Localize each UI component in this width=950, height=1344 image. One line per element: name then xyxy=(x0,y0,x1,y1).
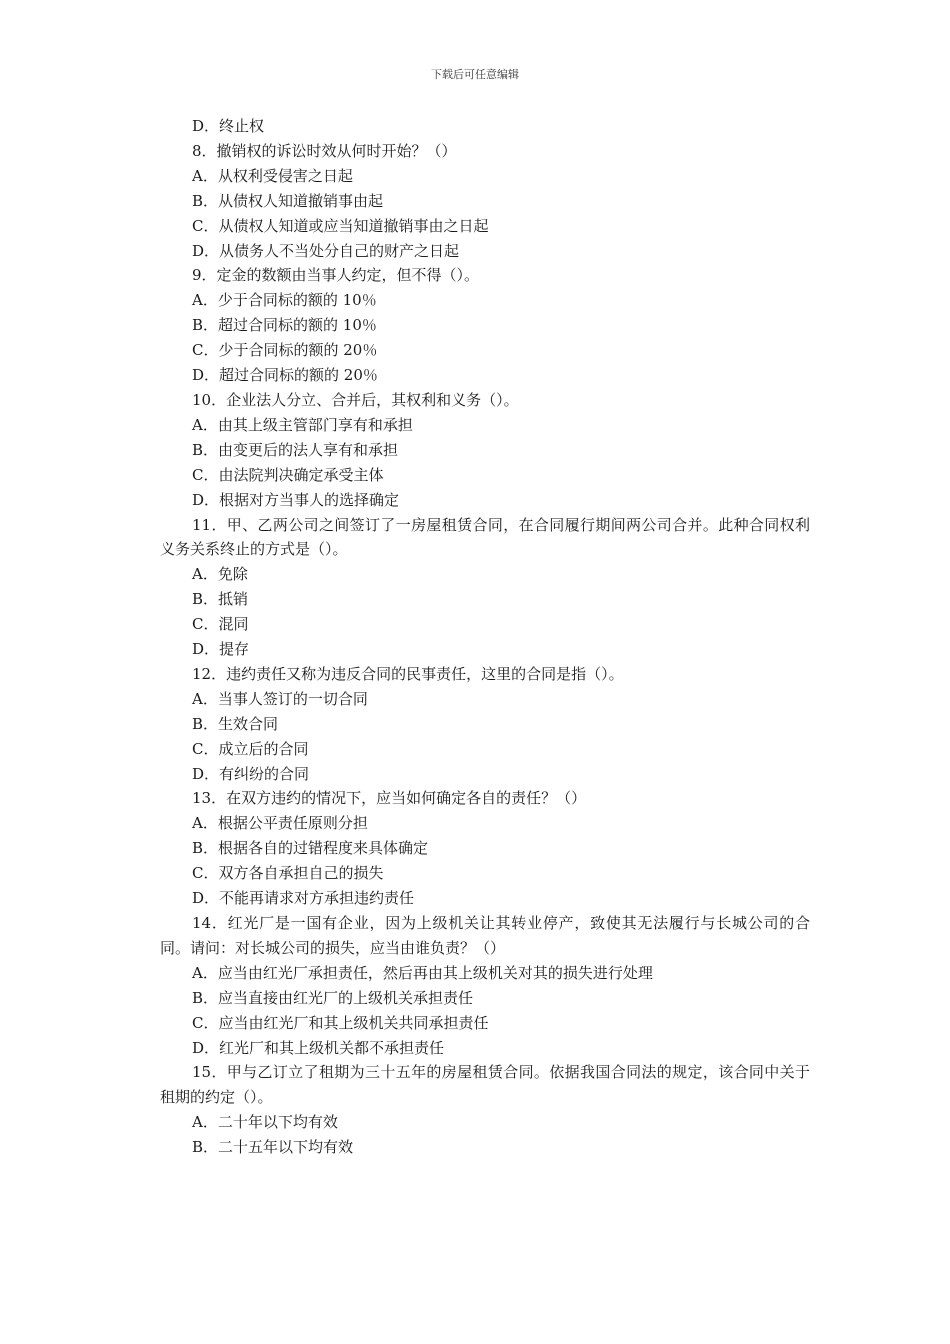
question-paragraph: 14．红光厂是一国有企业，因为上级机关让其转业停产，致使其无法履行与长城公司的合同。请问：对长城公司的损失，应当由谁负责？（） xyxy=(160,914,810,957)
text-line: D．红光厂和其上级机关都不承担责任 xyxy=(192,1038,445,1057)
text-line: C．双方各自承担自己的损失 xyxy=(192,864,384,883)
text-line: 8．撤销权的诉讼时效从何时开始？（） xyxy=(192,141,457,160)
text-line: 13．在双方违约的情况下，应当如何确定各自的责任？（） xyxy=(192,789,587,808)
text-line: D．提存 xyxy=(192,640,250,659)
text-line: D．根据对方当事人的选择确定 xyxy=(192,490,400,509)
text-line: B．从债权人知道撤销事由起 xyxy=(192,191,384,210)
text-line: D．超过合同标的额的 20％ xyxy=(192,366,378,385)
text-line: C．由法院判决确定承受主体 xyxy=(192,465,384,484)
text-line: B．由变更后的法人享有和承担 xyxy=(192,440,399,459)
text-line: C．少于合同标的额的 20％ xyxy=(192,341,378,360)
text-line: 10．企业法人分立、合并后，其权利和义务（）。 xyxy=(192,390,519,409)
text-line: C．成立后的合同 xyxy=(192,739,309,758)
text-line: B．二十五年以下均有效 xyxy=(192,1138,354,1157)
text-line: A．应当由红光厂承担责任，然后再由其上级机关对其的损失进行处理 xyxy=(192,963,653,982)
text-line: 9．定金的数额由当事人约定，但不得（）。 xyxy=(192,266,480,285)
question-paragraph: 11．甲、乙两公司之间签订了一房屋租赁合同，在合同履行期间两公司合并。此种合同权利义务关系终止的方式是（）。 xyxy=(160,515,810,559)
text-line: A．二十年以下均有效 xyxy=(192,1113,338,1132)
document-body xyxy=(160,114,810,1160)
text-line: D．有纠纷的合同 xyxy=(192,764,310,783)
text-line: A．少于合同标的额的 10％ xyxy=(192,291,377,310)
text-line: C．从债权人知道或应当知道撤销事由之日起 xyxy=(192,216,489,235)
text-line: C．应当由红光厂和其上级机关共同承担责任 xyxy=(192,1013,489,1032)
text-line: B．根据各自的过错程度来具体确定 xyxy=(192,839,429,858)
text-line: D．终止权 xyxy=(192,117,265,135)
text-line: A．免除 xyxy=(192,565,248,584)
text-line: A．根据公平责任原则分担 xyxy=(192,814,368,833)
text-line: A．由其上级主管部门享有和承担 xyxy=(192,415,413,434)
text-line: D．不能再请求对方承担违约责任 xyxy=(192,889,415,908)
text-line: 12．违约责任又称为违反合同的民事责任，这里的合同是指（）。 xyxy=(192,664,624,683)
text-line: B．超过合同标的额的 10％ xyxy=(192,316,377,335)
text-line: B．生效合同 xyxy=(192,714,279,733)
text-line: C．混同 xyxy=(192,615,249,634)
text-line: A．当事人签订的一切合同 xyxy=(192,689,368,708)
text-line: B．抵销 xyxy=(192,590,249,609)
page-header: 下载后可任意编辑 xyxy=(431,68,519,81)
question-paragraph: 15．甲与乙订立了租期为三十五年的房屋租赁合同。依据我国合同法的规定，该合同中关于租期的约定（）。 xyxy=(160,1063,810,1107)
text-line: A．从权利受侵害之日起 xyxy=(192,166,353,185)
text-line: B．应当直接由红光厂的上级机关承担责任 xyxy=(192,988,474,1007)
text-line: D．从债务人不当处分自己的财产之日起 xyxy=(192,241,460,260)
